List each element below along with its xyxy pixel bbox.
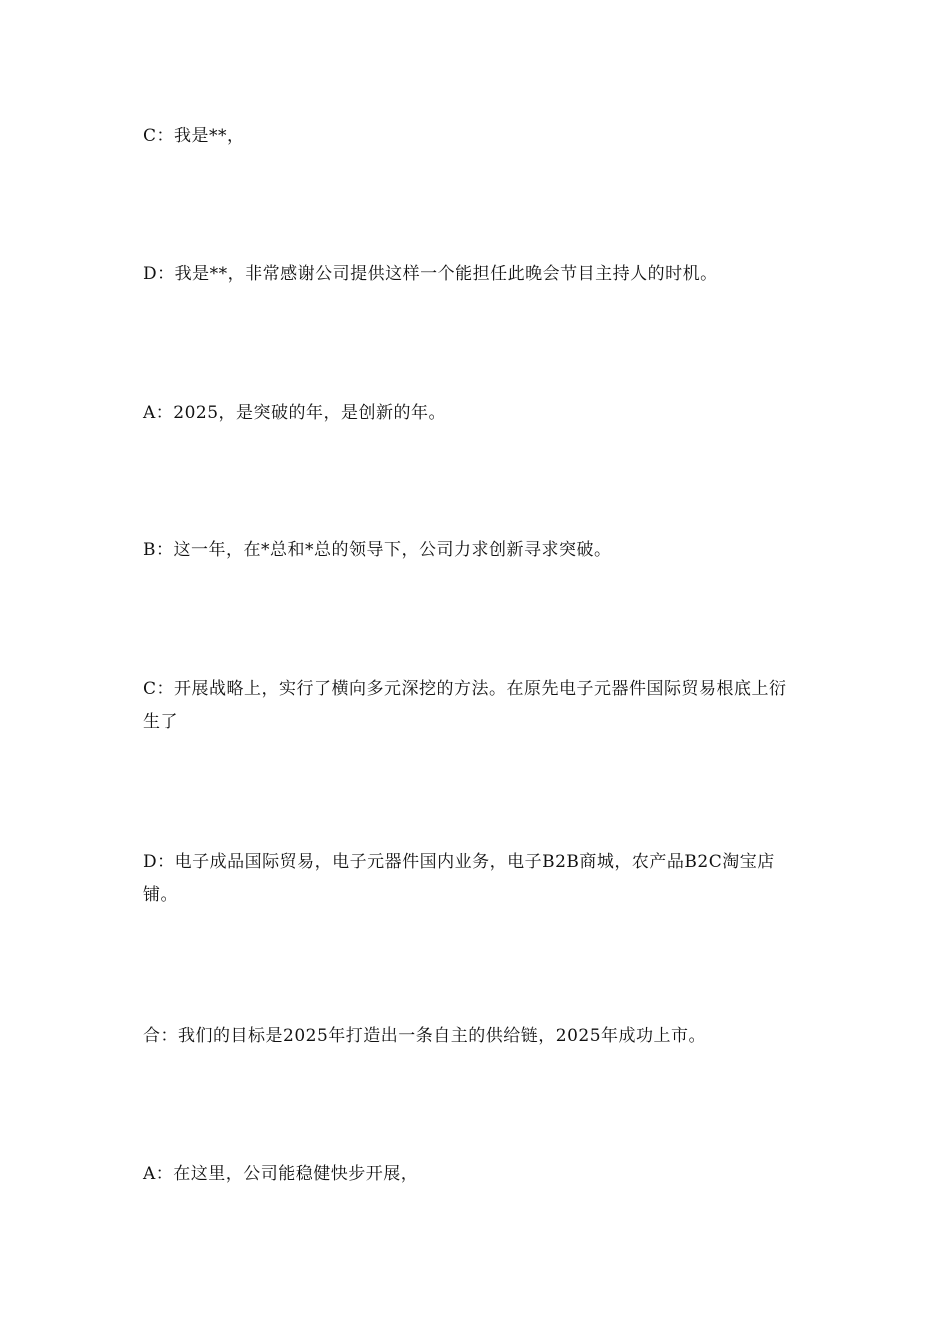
paragraph-together-goal: 合：我们的目标是2025年打造出一条自主的供给链，2025年成功上市。 [143, 1026, 707, 1046]
paragraph-host-c-strategy: C：开展战略上，实行了横向多元深挖的方法。在原先电子元器件国际贸易根底上衍生了 [143, 679, 787, 732]
paragraph-host-a-development: A：在这里，公司能稳健快步开展， [143, 1164, 419, 1184]
paragraph-host-b-leadership: B：这一年，在*总和*总的领导下，公司力求创新寻求突破。 [143, 540, 612, 560]
paragraph-host-d-business: D：电子成品国际贸易，电子元器件国内业务，电子B2B商城，农产品B2C淘宝店铺。 [143, 852, 775, 905]
paragraph-host-a-2025: A：2025，是突破的年，是创新的年。 [143, 403, 447, 423]
paragraph-host-c-intro: C：我是**， [143, 126, 245, 146]
paragraph-host-d-intro: D：我是**，非常感谢公司提供这样一个能担任此晚会节目主持人的时机。 [143, 264, 718, 284]
